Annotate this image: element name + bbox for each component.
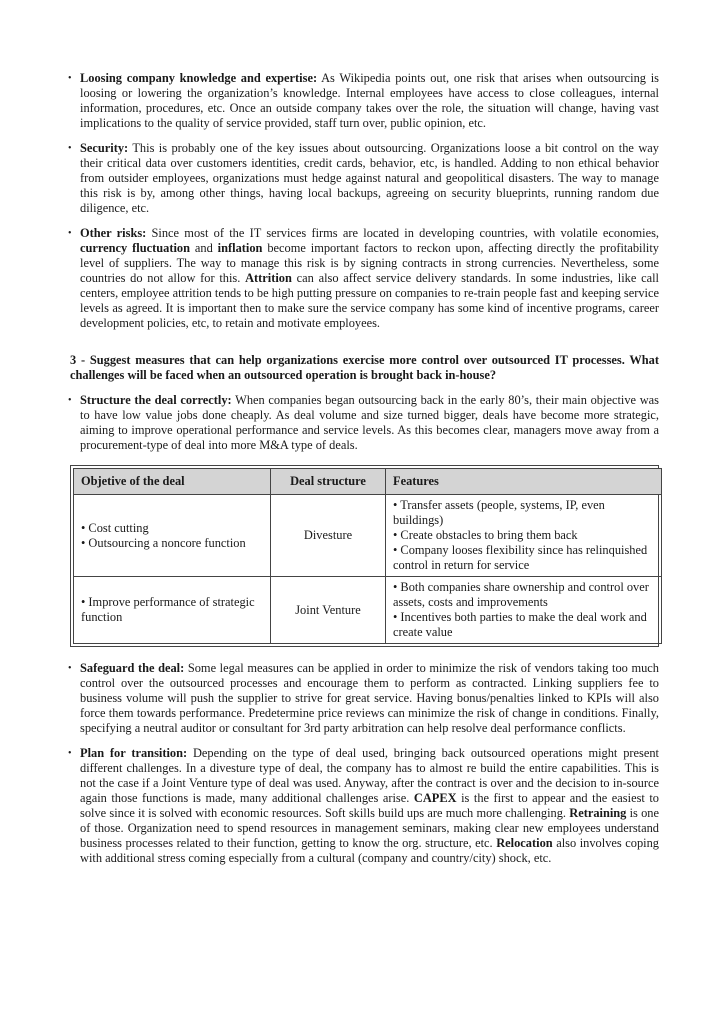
bullet-text: is one of those. Organization need to spend resources in management seminars, making clear new employees understand business processes related to their function, getting to know the org. structure, etc.	[80, 806, 659, 850]
bullet-text: Depending on the type of deal used, bringing back outsourced operations might present different challenges. In a divesture type of deal, the company has to almost re build the entire capabilities. This is not the case if a Joint Venture type of deal was used. Anyway, after the contract is over and the decision to in-source again those functions is made, many additional challenges arise.	[80, 746, 659, 805]
bullet-text: This is probably one of the key issues about outsourcing. Organizations loose a bit control on the way their critical data over customers identities, credit cards, behavior, etc, is handled. Adding to non ethical behavior from outsider employees, organizations must hedge against natural and geopolitical disasters. The way to manage this risk is by, among other things, having local backups, agreeing on security blueprints, running random due diligence, etc.	[80, 141, 659, 215]
cell-objective	[74, 495, 271, 577]
emphasis-retraining: Retraining	[569, 806, 627, 820]
bullet-dot: •	[68, 228, 72, 239]
cell-line: • Both companies share ownership and control over assets, costs and improvements	[393, 580, 649, 609]
bullet-text: When companies began outsourcing back in the early 80’s, their main objective was to have low value jobs done cheaply. As deal volume and size turned bigger, deals have become more strategic, aiming to improve operational performance and service levels. As this becomes clear, managers move away from a procurement-type of deal into more M&A type of deals.	[80, 393, 659, 452]
emphasis-relocation: Relocation	[496, 836, 553, 850]
bullet-text: become important factors to reckon upon, affecting directly the profitability level of suppliers. The way to manage this risk is by signing contracts in strong currencies. Nevertheless, some countries do not allow for this.	[80, 241, 659, 285]
table-row	[74, 577, 662, 644]
cell-line: • Create obstacles to bring them back	[393, 528, 578, 542]
deal-table-wrapper	[70, 465, 659, 647]
bullet-text: is the first to appear and the easiest to solve since it is solved with economic resources. Soft skills build ups are much more challenging.	[80, 791, 659, 820]
document-body	[70, 71, 659, 866]
cell-line: • Cost cutting	[81, 520, 149, 535]
bullet-structure-deal	[70, 393, 659, 453]
cell-structure: Divesture	[271, 495, 386, 577]
bullet-text: and	[189, 241, 218, 255]
bullet-dot: •	[68, 73, 72, 84]
bullet-text: also involves coping with additional stress coming especially from a cultural (company and country/city) shock, etc.	[80, 836, 659, 865]
cell-objective	[74, 577, 271, 644]
cell-line: • Outsourcing a noncore function	[81, 535, 246, 550]
bullet-security	[70, 141, 659, 216]
table-header-row	[74, 469, 662, 495]
bullet-text: can also affect service delivery standards. In some industries, like call centers, employee attrition tends to be high putting pressure on companies to re-train people fast and keeping service levels as agreed. It is important then to make sure the service company has some kind of incentive programs, career development policies, etc, to retain and motivate employees.	[80, 271, 659, 330]
cell-features	[386, 577, 662, 644]
cell-line: • Incentives both parties to make the deal work and create value	[393, 610, 647, 639]
cell-line: • Improve performance of strategic function	[81, 595, 255, 624]
deal-table	[73, 468, 662, 644]
cell-line: • Transfer assets (people, systems, IP, even buildings)	[393, 498, 605, 527]
table-row	[74, 495, 662, 577]
bullet-lead: Plan for transition:	[80, 746, 188, 760]
emphasis-attrition: Attrition	[245, 271, 292, 285]
bullet-dot: •	[68, 748, 72, 759]
bullet-lead: Security:	[80, 141, 129, 155]
cell-features	[386, 495, 662, 577]
emphasis-currency: currency fluctuation	[80, 241, 190, 255]
header-structure: Deal structure	[271, 469, 386, 495]
bullet-dot: •	[68, 395, 72, 406]
header-features: Features	[386, 469, 662, 495]
bullet-safeguard	[70, 661, 659, 736]
bullet-other-risks	[70, 226, 659, 331]
header-objective: Objetive of the deal	[74, 469, 271, 495]
bullet-text: Some legal measures can be applied in order to minimize the risk of vendors taking too much control over the outsourced processes and encourage them to perform as contracted. Linking suppliers fee to business volume will push the supplier to strive for great service. Having bonus/penalties linked to KPIs will also force them towards performance. Predetermine price reviews can minimize the risk of change in conditions. Finally, specifying a neutral auditor or consultant for 3rd party arbitration can help resolve deal performance conflicts.	[80, 661, 659, 735]
bullet-text: As Wikipedia points out, one risk that arises when outsourcing is loosing or lowering the organization’s knowledge. Internal employees have access to close colleagues, internal information, procedures, etc. Once an outside company takes over the role, the situation will change, having vast implications to the quality of service provided, staff turn over, public opinion, etc.	[80, 71, 659, 130]
question-heading: 3 - Suggest measures that can help organizations exercise more control over outsourced IT processes. What challenges will be faced when an outsourced operation is brought back in-house?	[70, 353, 659, 382]
bullet-lead: Safeguard the deal:	[80, 661, 185, 675]
bullet-loosing-knowledge	[70, 71, 659, 131]
bullet-lead: Structure the deal correctly:	[80, 393, 232, 407]
bullet-lead: Loosing company knowledge and expertise:	[80, 71, 318, 85]
cell-line: • Company looses flexibility since has relinquished control in return for service	[393, 543, 648, 572]
bullet-text: Since most of the IT services firms are located in developing countries, with volatile economies,	[146, 226, 659, 240]
cell-structure: Joint Venture	[271, 577, 386, 644]
bullet-dot: •	[68, 143, 72, 154]
bullet-transition	[70, 746, 659, 866]
emphasis-inflation: inflation	[217, 241, 263, 255]
bullet-lead: Other risks:	[80, 226, 147, 240]
emphasis-capex: CAPEX	[413, 791, 457, 805]
bullet-dot: •	[68, 663, 72, 674]
